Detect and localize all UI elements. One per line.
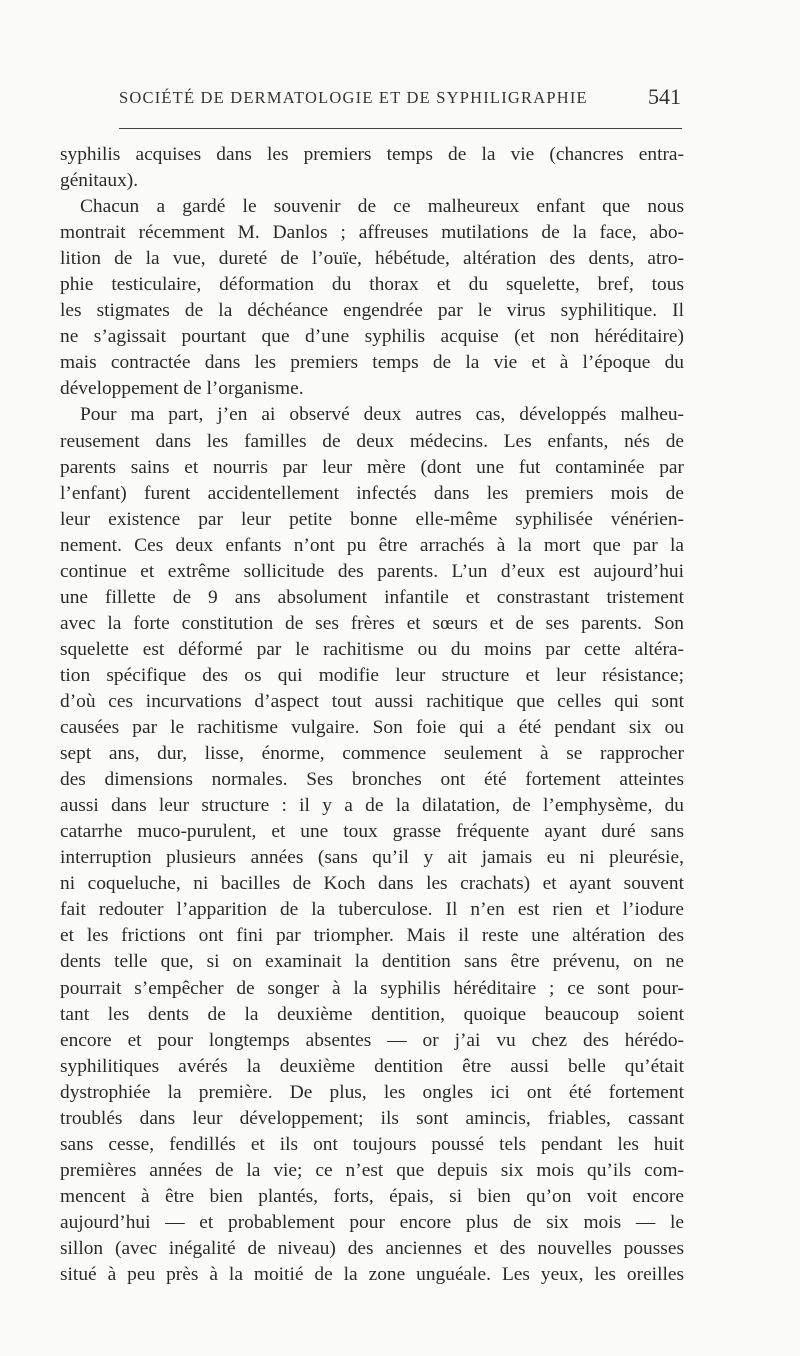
text-line: continue et extrême sollicitude des parents. L’un d’eux est aujourd’hui	[60, 560, 684, 582]
header-rule	[119, 128, 682, 129]
text-line: causées par le rachitisme vulgaire. Son foie qui a été pendant six ou	[60, 717, 684, 739]
text-line: aussi dans leur structure : il y a de la dilatation, de l’emphysème, du	[60, 795, 684, 817]
text-line: lition de la vue, dureté de l’ouïe, hébétude, altération des dents, atro-	[60, 248, 684, 270]
text-line: sept ans, dur, lisse, énorme, commence seulement à se rapprocher	[60, 743, 684, 765]
text-line: tion spécifique des os qui modifie leur structure et leur résistance;	[60, 664, 684, 686]
text-line: tant les dents de la deuxième dentition, quoique beaucoup soient	[60, 1003, 684, 1025]
running-title: SOCIÉTÉ DE DERMATOLOGIE ET DE SYPHILIGRAPHIE	[119, 88, 588, 107]
text-line: des dimensions normales. Ses bronches ont été fortement atteintes	[60, 769, 684, 791]
text-line: interruption plusieurs années (sans qu’il y ait jamais eu ni pleurésie,	[60, 847, 684, 869]
text-line: catarrhe muco-purulent, et une toux grasse fréquente ayant duré sans	[60, 821, 684, 843]
text-line: encore et pour longtemps absentes — or j’ai vu chez des hérédo-	[60, 1029, 684, 1051]
text-line: parents sains et nourris par leur mère (dont une fut contaminée par	[60, 456, 684, 478]
text-line: développement de l’organisme.	[60, 378, 304, 400]
text-line: pourrait s’empêcher de songer à la syphilis héréditaire ; ce sont pour-	[60, 977, 684, 999]
text-line: ni coqueluche, ni bacilles de Koch dans les crachats) et ayant souvent	[60, 873, 684, 895]
page-number: 541	[648, 84, 681, 109]
text-line: syphilis acquises dans les premiers temps de la vie (chancres entra-	[60, 144, 684, 165]
text-line: phie testiculaire, déformation du thorax et du squelette, bref, tous	[60, 274, 684, 296]
text-line: sans cesse, fendillés et ils ont toujours poussé tels pendant les huit	[60, 1133, 684, 1155]
text-line: squelette est déformé par le rachitisme ou du moins par cette altéra-	[60, 638, 684, 660]
text-line: Pour ma part, j’en ai observé deux autres cas, développés malheu-	[80, 404, 684, 426]
text-line: Chacun a gardé le souvenir de ce malheureux enfant que nous	[80, 196, 684, 218]
text-line: troublés dans leur développement; ils sont amincis, friables, cassant	[60, 1107, 684, 1129]
text-line: génitaux).	[60, 170, 139, 192]
running-head	[119, 86, 681, 116]
text-line: dystrophiée la première. De plus, les ongles ici ont été fortement	[60, 1081, 684, 1103]
text-line: mais contractée dans les premiers temps de la vie et à l’époque du	[60, 352, 684, 374]
text-line: les stigmates de la déchéance engendrée par le virus syphilitique. Il	[60, 300, 684, 322]
text-line: d’où ces incurvations d’aspect tout aussi rachitique que celles qui sont	[60, 690, 684, 712]
text-line: aujourd’hui — et probablement pour encore plus de six mois — le	[60, 1211, 684, 1233]
text-line: et les frictions ont fini par triompher. Mais il reste une altération des	[60, 925, 684, 947]
text-line: une fillette de 9 ans absolument infantile et constrastant tristement	[60, 586, 684, 608]
text-line: leur existence par leur petite bonne elle-même syphilisée vénérien-	[60, 508, 684, 530]
text-line: syphilitiques avérés la deuxième dentition être aussi belle qu’était	[60, 1055, 684, 1077]
text-line: fait redouter l’apparition de la tuberculose. Il n’en est rien et l’iodure	[60, 899, 684, 921]
text-line: montrait récemment M. Danlos ; affreuses mutilations de la face, abo-	[60, 222, 684, 244]
text-line: sillon (avec inégalité de niveau) des anciennes et des nouvelles pousses	[60, 1237, 684, 1259]
text-line: reusement dans les familles de deux médecins. Les enfants, nés de	[60, 430, 684, 452]
text-line: nement. Ces deux enfants n’ont pu être arrachés à la mort que par la	[60, 534, 684, 556]
text-line: premières années de la vie; ce n’est que depuis six mois qu’ils com-	[60, 1159, 684, 1181]
text-line: avec la forte constitution de ses frères et sœurs et de ses parents. Son	[60, 612, 684, 634]
body-text	[60, 142, 684, 1288]
text-line: dents telle que, si on examinait la dentition sans être prévenu, on ne	[60, 951, 684, 973]
text-line: mencent à être bien plantés, forts, épais, si bien qu’on voit encore	[60, 1185, 684, 1207]
text-line: situé à peu près à la moitié de la zone unguéale. Les yeux, les oreilles	[60, 1264, 684, 1286]
text-line: l’enfant) furent accidentellement infectés dans les premiers mois de	[60, 482, 684, 504]
text-line: ne s’agissait pourtant que d’une syphilis acquise (et non héréditaire)	[60, 326, 684, 348]
